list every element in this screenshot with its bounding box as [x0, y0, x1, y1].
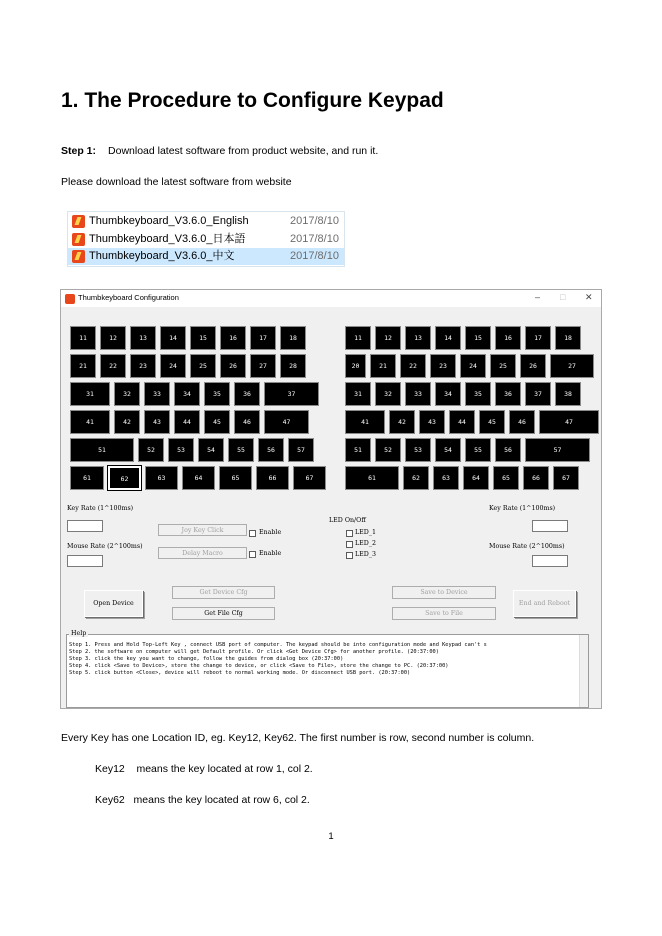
file-date: 2017/8/10 [290, 215, 339, 227]
left-key-22[interactable]: 22 [100, 354, 126, 378]
step-1 [61, 145, 378, 157]
save-to-file-button[interactable]: Save to File [392, 607, 496, 620]
left-key-55[interactable]: 55 [228, 438, 254, 462]
help-group-label: Help [71, 630, 87, 637]
window-title: Thumbkeyboard Configuration [78, 293, 179, 302]
right-key-56[interactable]: 56 [495, 438, 521, 462]
left-key-15[interactable]: 15 [190, 326, 216, 350]
left-key-61[interactable]: 61 [70, 466, 104, 490]
enable-label-2: Enable [259, 550, 282, 557]
right-key-55[interactable]: 55 [465, 438, 491, 462]
open-device-button[interactable]: Open Device [84, 590, 143, 617]
help-line: Step 2. the software on computer will get Default profile. Or click <Get Device Cfg> for another profile. (20:37:00) [69, 649, 439, 655]
led-3-checkbox[interactable] [346, 552, 353, 559]
right-key-31[interactable]: 31 [345, 382, 371, 406]
file-date: 2017/8/10 [290, 250, 339, 262]
file-row-japanese[interactable] [68, 231, 344, 248]
maximize-button[interactable]: □ [560, 292, 566, 302]
left-key-11[interactable]: 11 [70, 326, 96, 350]
mouse-rate-input-right[interactable] [532, 555, 568, 567]
end-and-reboot-button[interactable]: End and Reboot [513, 590, 576, 617]
window-titlebar [61, 290, 601, 307]
left-key-21[interactable]: 21 [70, 354, 96, 378]
right-key-46[interactable]: 46 [509, 410, 535, 434]
left-key-65[interactable]: 65 [219, 466, 252, 490]
right-key-20[interactable]: 20 [345, 354, 366, 378]
config-window [60, 289, 602, 709]
download-note: Please download the latest software from website [61, 176, 292, 188]
right-key-23[interactable]: 23 [430, 354, 456, 378]
right-key-35[interactable]: 35 [465, 382, 491, 406]
left-key-56[interactable]: 56 [258, 438, 284, 462]
help-textbox[interactable] [66, 634, 589, 708]
right-key-67[interactable]: 67 [553, 466, 579, 490]
right-key-25[interactable]: 25 [490, 354, 516, 378]
right-key-43[interactable]: 43 [419, 410, 445, 434]
left-key-33[interactable]: 33 [144, 382, 170, 406]
left-key-43[interactable]: 43 [144, 410, 170, 434]
left-key-17[interactable]: 17 [250, 326, 276, 350]
left-key-36[interactable]: 36 [234, 382, 260, 406]
enable-checkbox-1[interactable] [249, 530, 256, 537]
right-key-66[interactable]: 66 [523, 466, 549, 490]
right-key-62[interactable]: 62 [403, 466, 429, 490]
right-key-45[interactable]: 45 [479, 410, 505, 434]
mouse-rate-label-left: Mouse Rate (2^100ms) [67, 543, 143, 550]
save-to-device-button[interactable]: Save to Device [392, 586, 496, 599]
right-key-33[interactable]: 33 [405, 382, 431, 406]
right-key-65[interactable]: 65 [493, 466, 519, 490]
led-3-label: LED_3 [355, 551, 376, 558]
right-key-53[interactable]: 53 [405, 438, 431, 462]
left-key-52[interactable]: 52 [138, 438, 164, 462]
right-key-34[interactable]: 34 [435, 382, 461, 406]
key-rate-input-left[interactable] [67, 520, 103, 532]
file-list [67, 211, 345, 267]
app-icon [72, 250, 85, 263]
left-key-63[interactable]: 63 [145, 466, 178, 490]
minimize-button[interactable]: – [535, 292, 541, 302]
left-key-54[interactable]: 54 [198, 438, 224, 462]
key-rate-input-right[interactable] [532, 520, 568, 532]
file-name: Thumbkeyboard_V3.6.0_中文 [89, 250, 235, 262]
left-key-16[interactable]: 16 [220, 326, 246, 350]
key62-desc: means the key located at row 6, col 2. [133, 794, 310, 806]
right-key-22[interactable]: 22 [400, 354, 426, 378]
right-key-13[interactable]: 13 [405, 326, 431, 350]
right-key-16[interactable]: 16 [495, 326, 521, 350]
right-key-26[interactable]: 26 [520, 354, 546, 378]
close-button[interactable]: ✕ [585, 292, 593, 302]
left-key-53[interactable]: 53 [168, 438, 194, 462]
right-key-27[interactable]: 27 [550, 354, 594, 378]
right-key-41[interactable]: 41 [345, 410, 385, 434]
left-key-18[interactable]: 18 [280, 326, 306, 350]
left-key-26[interactable]: 26 [220, 354, 246, 378]
right-key-57[interactable]: 57 [525, 438, 590, 462]
left-key-44[interactable]: 44 [174, 410, 200, 434]
location-note: Every Key has one Location ID, eg. Key12, Key62. The first number is row, second number is column. [61, 732, 535, 744]
right-key-24[interactable]: 24 [460, 354, 486, 378]
mouse-rate-label-right: Mouse Rate (2^100ms) [489, 543, 565, 550]
left-key-57[interactable]: 57 [288, 438, 314, 462]
file-name: Thumbkeyboard_V3.6.0_日本語 [89, 233, 246, 245]
key12-line [95, 763, 313, 775]
led-2-label: LED_2 [355, 540, 376, 547]
key12-desc: means the key located at row 1, col 2. [136, 763, 313, 775]
key62-line [95, 794, 310, 806]
right-key-51[interactable]: 51 [345, 438, 371, 462]
left-key-27[interactable]: 27 [250, 354, 276, 378]
right-key-17[interactable]: 17 [525, 326, 551, 350]
key62-id: Key62 [95, 794, 125, 806]
right-key-37[interactable]: 37 [525, 382, 551, 406]
help-line: Step 3. click the key you want to change, follow the guides from dialog box (20:37:00) [69, 656, 344, 662]
right-key-52[interactable]: 52 [375, 438, 401, 462]
right-key-42[interactable]: 42 [389, 410, 415, 434]
right-key-54[interactable]: 54 [435, 438, 461, 462]
left-key-25[interactable]: 25 [190, 354, 216, 378]
right-key-14[interactable]: 14 [435, 326, 461, 350]
left-key-62[interactable]: 62 [108, 466, 141, 490]
left-key-41[interactable]: 41 [70, 410, 110, 434]
app-icon [72, 233, 85, 246]
key-rate-label-left: Key Rate (1^100ms) [67, 505, 134, 512]
app-icon [65, 294, 75, 304]
right-key-38[interactable]: 38 [555, 382, 581, 406]
help-line: Step 4. click <Save to Device>, store the change to device, or click <Save to File>, store the change to PC. (20:37:00) [69, 663, 449, 669]
led-1-label: LED_1 [355, 529, 376, 536]
right-key-64[interactable]: 64 [463, 466, 489, 490]
mouse-rate-input-left[interactable] [67, 555, 103, 567]
enable-checkbox-2[interactable] [249, 551, 256, 558]
left-key-31[interactable]: 31 [70, 382, 110, 406]
enable-label-1: Enable [259, 529, 282, 536]
help-line: Step 1. Press and Hold Top-Left Key , connect USB port of computer. The keypad should be into configuration mode and Keypad can't s [69, 642, 487, 648]
left-key-37[interactable]: 37 [264, 382, 319, 406]
page-heading: 1. The Procedure to Configure Keypad [61, 89, 444, 112]
led-2-checkbox[interactable] [346, 541, 353, 548]
left-key-34[interactable]: 34 [174, 382, 200, 406]
file-date: 2017/8/10 [290, 233, 339, 245]
right-key-47[interactable]: 47 [539, 410, 599, 434]
right-key-63[interactable]: 63 [433, 466, 459, 490]
get-device-cfg-button[interactable]: Get Device Cfg [172, 586, 275, 599]
page-number: 1 [328, 831, 334, 842]
right-key-18[interactable]: 18 [555, 326, 581, 350]
left-key-12[interactable]: 12 [100, 326, 126, 350]
left-key-13[interactable]: 13 [130, 326, 156, 350]
left-key-32[interactable]: 32 [114, 382, 140, 406]
led-group-title: LED On/Off [329, 517, 366, 524]
get-file-cfg-button[interactable]: Get File Cfg [172, 607, 275, 620]
left-key-35[interactable]: 35 [204, 382, 230, 406]
left-key-66[interactable]: 66 [256, 466, 289, 490]
right-key-21[interactable]: 21 [370, 354, 396, 378]
left-key-67[interactable]: 67 [293, 466, 326, 490]
left-key-45[interactable]: 45 [204, 410, 230, 434]
key-rate-label-right: Key Rate (1^100ms) [489, 505, 556, 512]
left-key-51[interactable]: 51 [70, 438, 134, 462]
joy-key-click-button[interactable]: Joy Key Click [158, 524, 247, 536]
help-scrollbar[interactable] [579, 635, 588, 707]
right-key-11[interactable]: 11 [345, 326, 371, 350]
help-line: Step 5. click button <Close>, device will reboot to normal working mode. Or disconnect USB port. (20:37:00) [69, 670, 411, 676]
right-key-36[interactable]: 36 [495, 382, 521, 406]
right-key-15[interactable]: 15 [465, 326, 491, 350]
file-row-chinese[interactable] [68, 248, 344, 265]
step-1-text: Download latest software from product website, and run it. [108, 145, 379, 157]
right-key-61[interactable]: 61 [345, 466, 399, 490]
right-key-32[interactable]: 32 [375, 382, 401, 406]
left-key-14[interactable]: 14 [160, 326, 186, 350]
file-row-english[interactable] [68, 213, 344, 230]
step-1-label: Step 1: [61, 145, 97, 157]
right-key-12[interactable]: 12 [375, 326, 401, 350]
delay-macro-button[interactable]: Delay Macro [158, 547, 247, 559]
file-name: Thumbkeyboard_V3.6.0_English [89, 215, 249, 227]
left-key-46[interactable]: 46 [234, 410, 260, 434]
left-key-24[interactable]: 24 [160, 354, 186, 378]
left-key-64[interactable]: 64 [182, 466, 215, 490]
led-1-checkbox[interactable] [346, 530, 353, 537]
left-key-28[interactable]: 28 [280, 354, 306, 378]
right-key-44[interactable]: 44 [449, 410, 475, 434]
left-key-42[interactable]: 42 [114, 410, 140, 434]
left-key-47[interactable]: 47 [264, 410, 309, 434]
left-key-23[interactable]: 23 [130, 354, 156, 378]
app-icon [72, 215, 85, 228]
key12-id: Key12 [95, 763, 125, 775]
